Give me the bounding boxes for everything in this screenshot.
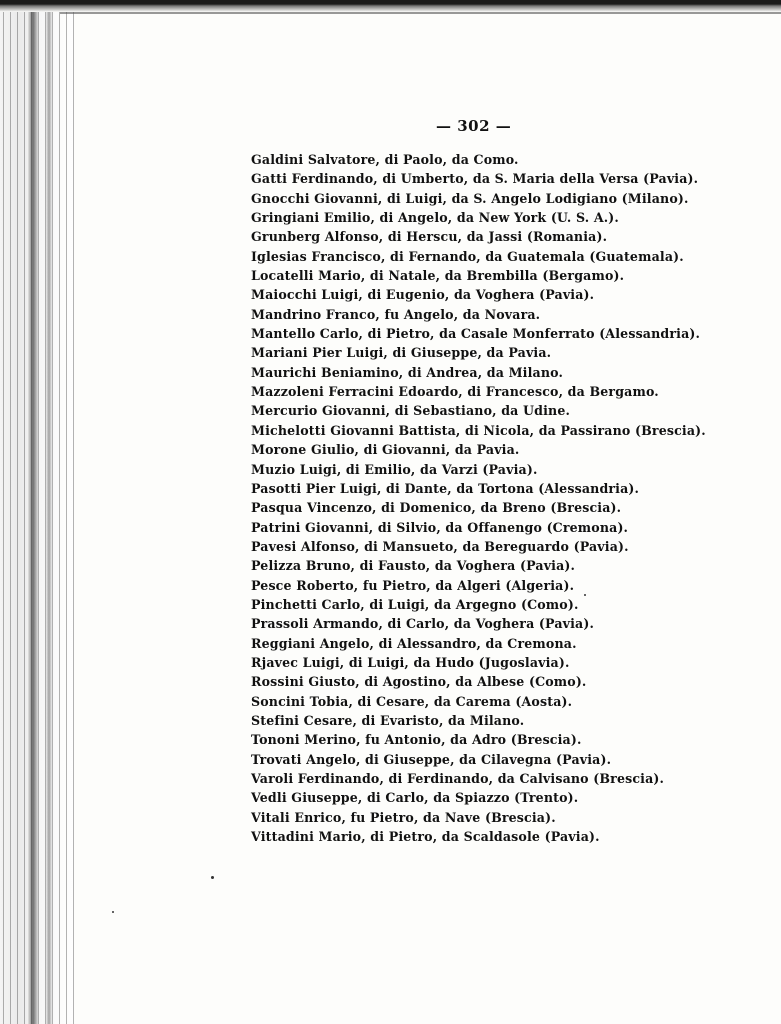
list-item: Varoli Ferdinando, di Ferdinando, da Calvisano (Brescia). — [251, 771, 665, 786]
list-item: Michelotti Giovanni Battista, di Nicola, da Passirano (Brescia). — [251, 422, 706, 438]
list-item: Vittadini Mario, di Pietro, da Scaldasole (Pavia). — [251, 829, 600, 845]
list-item: Maiocchi Luigi, di Eugenio, da Voghera (Pavia). — [251, 287, 595, 303]
scan-top-border — [0, 0, 781, 12]
scan-speck — [211, 876, 214, 879]
list-item: Locatelli Mario, di Natale, da Brembilla (Bergamo). — [251, 268, 625, 284]
list-item: Pinchetti Carlo, di Luigi, da Argegno (Como). — [251, 596, 579, 612]
list-item: Prassoli Armando, di Carlo, da Voghera (Pavia). — [251, 616, 594, 632]
list-item: Pasotti Pier Luigi, di Dante, da Tortona (Alessandria). — [251, 480, 640, 496]
list-item: Grunberg Alfonso, di Herscu, da Jassi (Romania). — [251, 229, 608, 245]
list-item: Patrini Giovanni, di Silvio, da Offanengo (Cremona). — [251, 519, 629, 535]
list-item: Vitali Enrico, fu Pietro, da Nave (Brescia). — [251, 809, 556, 825]
page-top-rule — [60, 12, 781, 14]
list-item: Mariani Pier Luigi, di Giuseppe, da Pavia. — [251, 345, 552, 361]
list-item: Pavesi Alfonso, di Mansueto, da Bereguardo (Pavia). — [251, 538, 629, 554]
list-item: Mercurio Giovanni, di Sebastiano, da Udine. — [251, 403, 571, 419]
list-item: Gnocchi Giovanni, di Luigi, da S. Angelo Lodigiano (Milano). — [251, 190, 689, 206]
list-item: Mazzoleni Ferracini Edoardo, di Francesco, da Bergamo. — [251, 384, 659, 400]
list-item: Galdini Salvatore, di Paolo, da Como. — [251, 152, 519, 167]
list-item: Rjavec Luigi, di Luigi, da Hudo (Jugoslavia). — [251, 654, 570, 670]
list-item: Pesce Roberto, fu Pietro, da Algeri (Algeria). — [251, 577, 575, 593]
list-item: Pasqua Vincenzo, di Domenico, da Breno (Brescia). — [251, 500, 622, 516]
list-item: Gatti Ferdinando, di Umberto, da S. Maria della Versa (Pavia). — [251, 171, 699, 187]
list-item: Rossini Giusto, di Agostino, da Albese (Como). — [251, 674, 587, 690]
list-item: Mantello Carlo, di Pietro, da Casale Monferrato (Alessandria). — [251, 326, 701, 342]
list-item: Stefini Cesare, di Evaristo, da Milano. — [251, 712, 525, 728]
list-item: Trovati Angelo, di Giuseppe, da Cilavegna (Pavia). — [251, 751, 612, 767]
list-item: Gringiani Emilio, di Angelo, da New York (U. S. A.). — [251, 210, 619, 226]
list-item: Reggiani Angelo, di Alessandro, da Cremona. — [251, 635, 577, 651]
list-item: Mandrino Franco, fu Angelo, da Novara. — [251, 306, 541, 322]
name-list — [251, 150, 706, 846]
list-item: Soncini Tobia, di Cesare, da Carema (Aosta). — [251, 693, 573, 709]
list-item: Maurichi Beniamino, di Andrea, da Milano. — [251, 364, 564, 380]
scan-speck — [584, 594, 586, 596]
binding-shadow — [28, 0, 38, 1024]
list-item: Muzio Luigi, di Emilio, da Varzi (Pavia). — [251, 461, 538, 477]
list-item: Tononi Merino, fu Antonio, da Adro (Brescia). — [251, 732, 582, 748]
list-item: Pelizza Bruno, di Fausto, da Voghera (Pavia). — [251, 558, 576, 574]
page-number: — 302 — — [436, 117, 512, 135]
list-item: Iglesias Francisco, di Fernando, da Guatemala (Guatemala). — [251, 248, 684, 264]
list-item: Morone Giulio, di Giovanni, da Pavia. — [251, 442, 520, 458]
binding-crease — [46, 0, 52, 1024]
scan-speck — [112, 911, 114, 913]
list-item: Vedli Giuseppe, di Carlo, da Spiazzo (Trento). — [251, 790, 579, 806]
